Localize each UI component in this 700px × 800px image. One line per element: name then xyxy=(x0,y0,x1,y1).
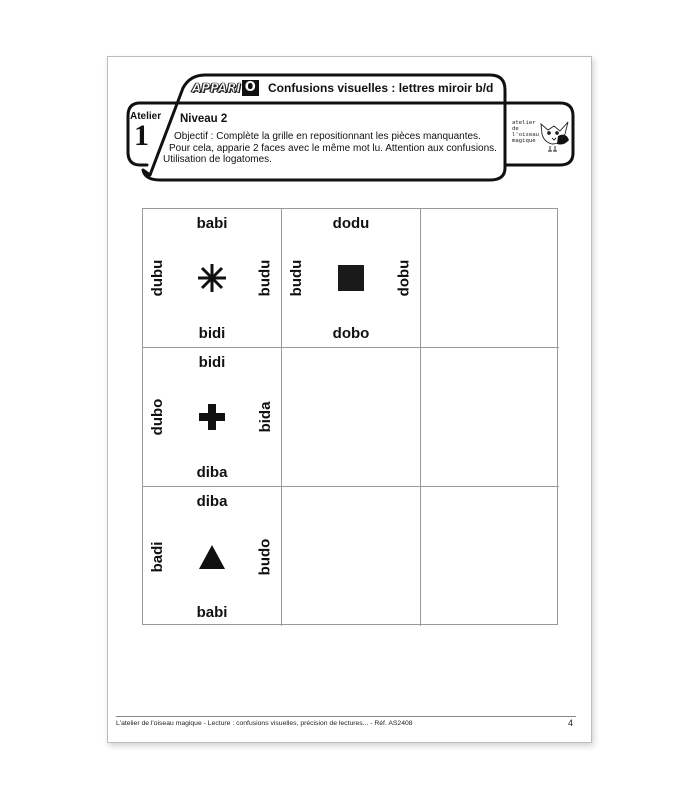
objective-line: Utilisation de logatomes. xyxy=(163,154,272,165)
brand-text: APPARI xyxy=(192,81,241,95)
word-top: dodu xyxy=(332,215,370,232)
grid-cell-r1c1 xyxy=(143,209,282,348)
word-left: budu xyxy=(288,259,305,297)
word-left: dubo xyxy=(149,398,166,436)
puzzle-grid xyxy=(142,208,558,625)
brand-box: O xyxy=(242,80,259,96)
word-left: dubu xyxy=(149,259,166,297)
word-top: diba xyxy=(196,493,228,510)
word-bottom: babi xyxy=(196,604,228,621)
word-right: bida xyxy=(257,401,274,433)
grid-cell-r3c1 xyxy=(143,487,282,626)
grid-cell-r2c2-empty[interactable] xyxy=(282,348,421,487)
bird-icon xyxy=(538,118,572,154)
grid-cell-r1c3-empty[interactable] xyxy=(421,209,559,348)
atelier-label: Atelier xyxy=(130,111,162,122)
logo-text xyxy=(512,120,539,144)
word-top: babi xyxy=(196,215,228,232)
cross-icon xyxy=(199,404,225,430)
word-left: badi xyxy=(149,541,166,572)
logo-line: magique xyxy=(512,138,536,144)
grid-cell-r3c3-empty[interactable] xyxy=(421,487,559,626)
objective-line: Objectif : Complète la grille en repositionnant les pièces manquantes. xyxy=(174,131,481,142)
logo-line: l'oiseau xyxy=(512,132,539,138)
worksheet-title: Confusions visuelles : lettres miroir b/d xyxy=(268,81,494,95)
asterisk-icon xyxy=(197,263,227,293)
word-bottom: bidi xyxy=(198,325,226,342)
grid-cell-r3c2-empty[interactable] xyxy=(282,487,421,626)
square-icon xyxy=(338,265,364,291)
word-right: budu xyxy=(257,259,274,297)
grid-cell-r2c1 xyxy=(143,348,282,487)
oiseau-magique-logo xyxy=(512,118,572,154)
appario-logo xyxy=(192,79,259,97)
objective-text xyxy=(163,131,508,166)
word-bottom: diba xyxy=(196,464,228,481)
triangle-icon xyxy=(199,545,225,569)
page-number: 4 xyxy=(568,718,574,728)
word-bottom: dobo xyxy=(332,325,370,342)
grid-cell-r1c2 xyxy=(282,209,421,348)
atelier-number: 1 xyxy=(134,119,149,152)
level-label: Niveau 2 xyxy=(180,113,228,125)
word-top: bidi xyxy=(198,354,226,371)
footer-divider xyxy=(116,716,576,717)
footer-text: L'atelier de l'oiseau magique - Lecture : confusions visuelles, précision de lectures... - Réf. AS2408 xyxy=(116,720,413,727)
logo-line: atelier xyxy=(512,120,536,126)
word-right: dobu xyxy=(396,259,413,297)
logo-line: de xyxy=(512,126,519,132)
word-right: budo xyxy=(257,538,274,575)
objective-line: Pour cela, apparie 2 faces avec le même mot lu. Attention aux confusions. xyxy=(169,142,497,154)
grid-cell-r2c3-empty[interactable] xyxy=(421,348,559,487)
